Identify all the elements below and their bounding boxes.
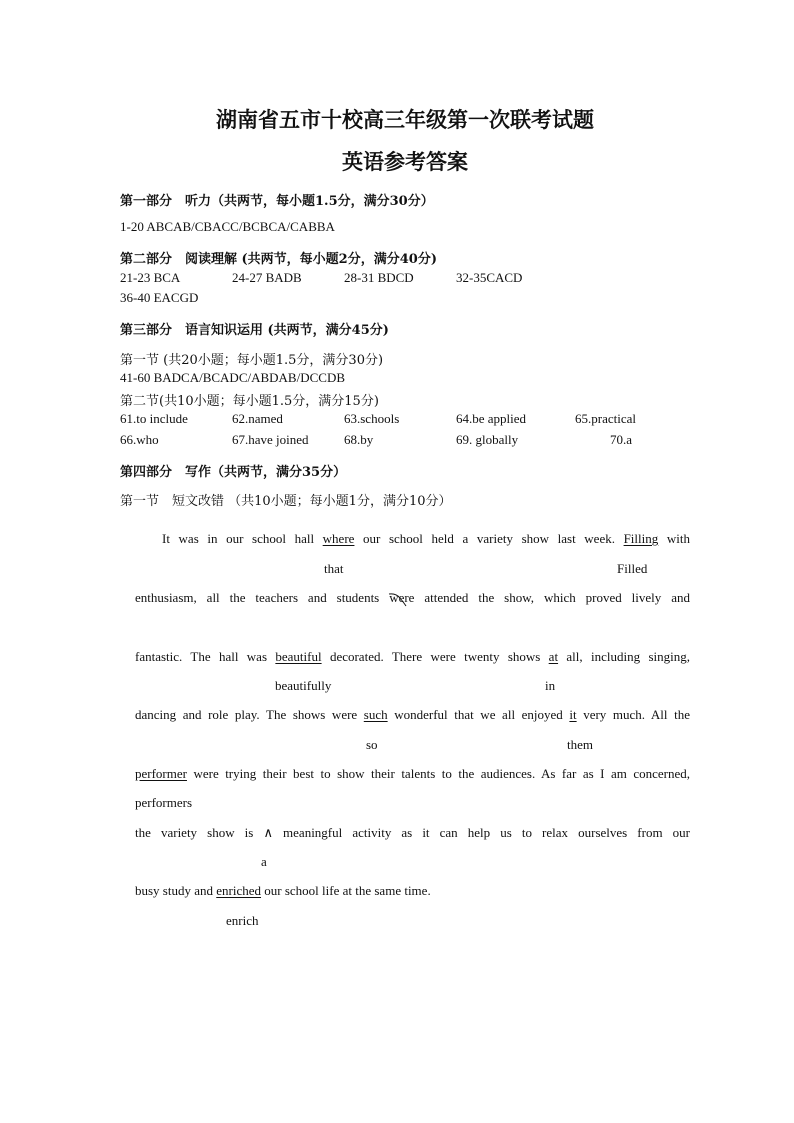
delete-mark-icon bbox=[388, 590, 410, 606]
correction: enrich bbox=[226, 913, 259, 928]
grammar-answer: 62.named bbox=[232, 411, 283, 426]
essay-text: meaningful activity as it can help us to relax ourselves from our bbox=[272, 825, 690, 840]
deleted-word-text: were bbox=[389, 590, 415, 605]
essay-text: attended the show, which proved lively and bbox=[414, 590, 690, 605]
grammar-answer: 68.by bbox=[344, 432, 374, 447]
page-title: 湖南省五市十校高三年级第一次联考试题 bbox=[216, 107, 594, 132]
error-word: enriched bbox=[216, 883, 262, 898]
correction: Filled bbox=[617, 561, 648, 576]
part2-answer: 21-23 BCA bbox=[120, 270, 181, 285]
part4-section1-heading: 第一节 短文改错 （共10小题；每小题1分，满分10分） bbox=[120, 494, 452, 509]
part3-section2-heading: 第二节(共10小题；每小题1.5分，满分15分) bbox=[120, 394, 379, 409]
deleted-word bbox=[389, 590, 414, 606]
error-word: beautiful bbox=[275, 649, 322, 664]
essay-text: enthusiasm, all the teachers and students bbox=[135, 590, 390, 605]
grammar-answer: 66.who bbox=[120, 432, 159, 447]
essay-line bbox=[135, 766, 690, 782]
error-word: where bbox=[322, 531, 355, 546]
correction: them bbox=[567, 737, 593, 752]
essay-text: decorated. There were twenty shows bbox=[321, 649, 549, 664]
grammar-answer: 69. globally bbox=[456, 432, 519, 447]
grammar-answer: 70.a bbox=[610, 432, 633, 447]
page-subtitle: 英语参考答案 bbox=[342, 149, 468, 174]
part3-section1-heading: 第一节 (共20小题；每小题1.5分，满分30分) bbox=[120, 353, 384, 368]
essay-text: with bbox=[658, 531, 690, 546]
essay-text: wonderful that we all enjoyed bbox=[387, 707, 570, 722]
error-word: performer bbox=[135, 766, 187, 781]
essay-line bbox=[162, 531, 690, 547]
correction: that bbox=[324, 561, 344, 576]
error-word: such bbox=[363, 707, 388, 722]
part2-answer: 36-40 EACGD bbox=[120, 290, 199, 305]
error-word: at bbox=[548, 649, 559, 664]
essay-text: very much. All the bbox=[576, 707, 690, 722]
correction: performers bbox=[135, 795, 193, 810]
essay-line bbox=[135, 825, 690, 841]
part4-heading: 第四部分 写作（共两节，满分35分） bbox=[120, 465, 347, 480]
correction: in bbox=[545, 678, 556, 693]
essay-line bbox=[135, 883, 690, 899]
correction: beautifully bbox=[275, 678, 332, 693]
grammar-answer: 67.have joined bbox=[232, 432, 309, 447]
correction: so bbox=[366, 737, 378, 752]
essay-text: our school held a variety show last week. bbox=[354, 531, 624, 546]
insert-caret-icon: ∧ bbox=[263, 825, 273, 840]
essay-text: fantastic. The hall was bbox=[135, 649, 276, 664]
part2-answer: 28-31 BDCD bbox=[344, 270, 414, 285]
grammar-answer: 65.practical bbox=[575, 411, 636, 426]
essay-text: all, including singing, bbox=[558, 649, 690, 664]
essay-text: busy study and bbox=[135, 883, 217, 898]
part2-answer: 32-35CACD bbox=[456, 270, 523, 285]
part2-answer: 24-27 BADB bbox=[232, 270, 302, 285]
essay-line bbox=[135, 707, 690, 723]
essay-text: our school life at the same time. bbox=[261, 883, 431, 898]
part3-heading: 第三部分 语言知识运用 (共两节，满分45分) bbox=[120, 323, 389, 338]
essay-text: dancing and role play. The shows were bbox=[135, 707, 364, 722]
error-word: Filling bbox=[623, 531, 659, 546]
part3-section1-answers: 41-60 BADCA/BCADC/ABDAB/DCCDB bbox=[120, 370, 346, 385]
essay-line bbox=[135, 649, 690, 665]
essay-line bbox=[135, 590, 690, 606]
essay-text: the variety show is bbox=[135, 825, 264, 840]
part1-heading: 第一部分 听力（共两节，每小题1.5分，满分30分） bbox=[120, 194, 434, 209]
grammar-answer: 64.be applied bbox=[456, 411, 527, 426]
correction: a bbox=[261, 854, 267, 869]
grammar-answer: 63.schools bbox=[344, 411, 400, 426]
part1-answers: 1-20 ABCAB/CBACC/BCBCA/CABBA bbox=[120, 219, 335, 234]
essay-text: were trying their best to show their talents to the audiences. As far as I am concerned, bbox=[186, 766, 690, 781]
error-word: it bbox=[569, 707, 577, 722]
grammar-answer: 61.to include bbox=[120, 411, 188, 426]
essay-text: It was in our school hall bbox=[162, 531, 323, 546]
part2-heading: 第二部分 阅读理解 (共两节，每小题2分，满分40分) bbox=[120, 252, 437, 267]
